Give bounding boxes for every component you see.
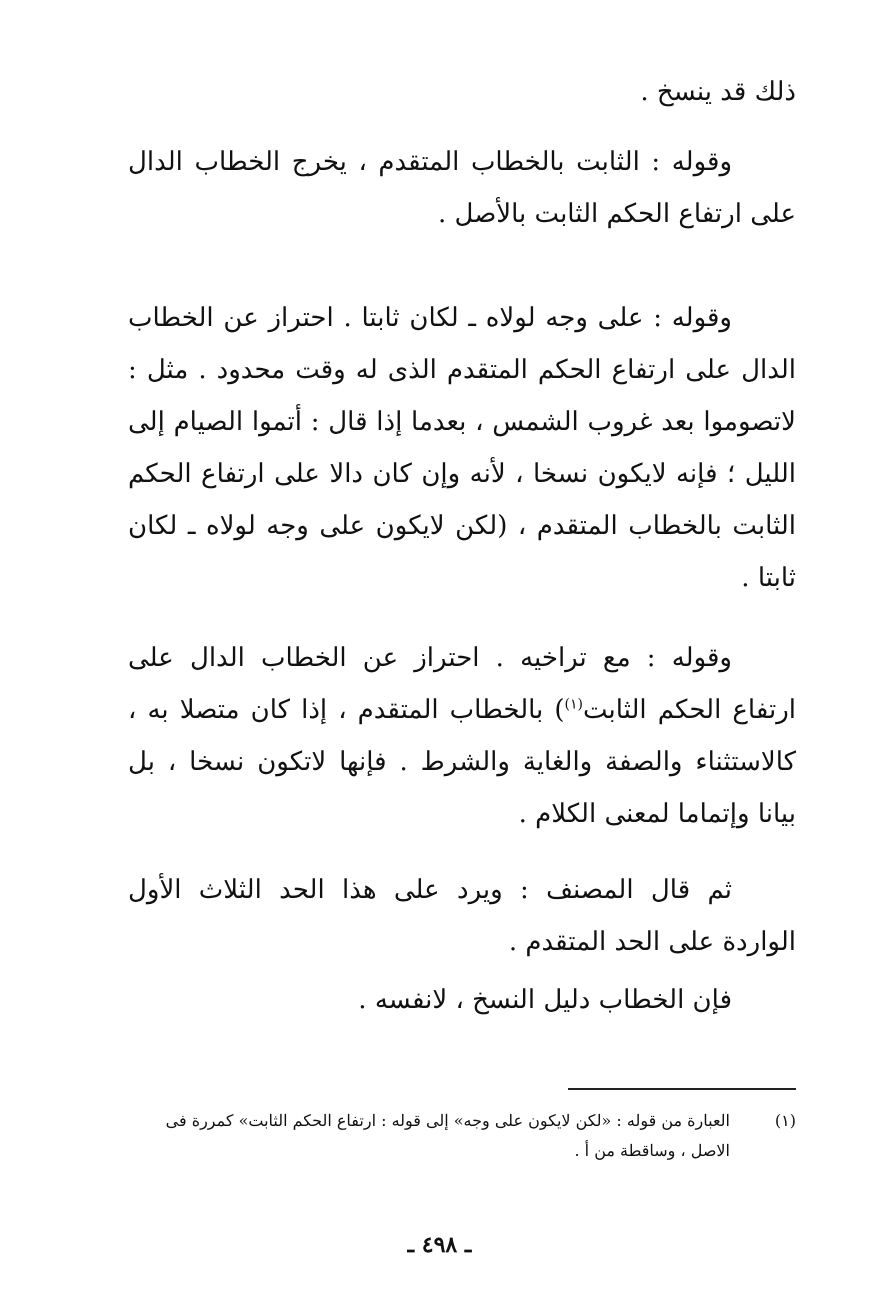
footnote-marker: (١) — [564, 696, 583, 713]
page-number: ـ ٤٩٨ ـ — [407, 1232, 472, 1258]
paragraph-6: فإن الخطاب دليل النسخ ، لانفسه . — [358, 985, 732, 1015]
paragraph-5: ثم قال المصنف : ويرد على هذا الحد الثلاث الأول الواردة على الحد المتقدم . — [128, 875, 796, 957]
footnote-number: (١) — [774, 1111, 796, 1130]
footnote — [128, 1106, 796, 1166]
footnote-text: العبارة من قوله : «لكن لايكون على وجه» إلى قوله : ارتفاع الحكم الثابت» كمررة فى الاصل ، وساقطة من أ . — [165, 1111, 730, 1160]
paragraph-1: ذلك قد ينسخ . — [640, 77, 796, 107]
paragraph-4-after: ) بالخطاب المتقدم ، إذا كان متصلا به ، كالاستثناء والصفة والغاية والشرط . فإنها لاتكون نسخا ، بل بيانا وإتماما لمعنى الكلام . — [128, 695, 796, 829]
paragraph-2: وقوله : الثابت بالخطاب المتقدم ، يخرج الخطاب الدال على ارتفاع الحكم الثابت بالأصل . — [128, 147, 796, 229]
paragraph-4-before: وقوله : مع تراخيه . احتراز عن الخطاب الدال على ارتفاع الحكم الثابت — [128, 643, 797, 725]
document-page — [128, 0, 796, 1316]
paragraph-4 — [128, 632, 796, 840]
footnote-divider — [568, 1088, 796, 1090]
paragraph-3: وقوله : على وجه لولاه ـ لكان ثابتا . احتراز عن الخطاب الدال على ارتفاع الحكم المتقدم الذى له وقت محدود . مثل : لاتصوموا بعد غروب الشمس ، بعدما إذا قال : أتموا الصيام إلى الليل ؛ فإنه لايكون نسخا ، لأنه وإن كان دالا على ارتفاع الحكم الثابت بالخطاب المتقدم ، (لكن لايكون على وجه لولاه ـ لكان ثابتا . — [128, 303, 796, 593]
